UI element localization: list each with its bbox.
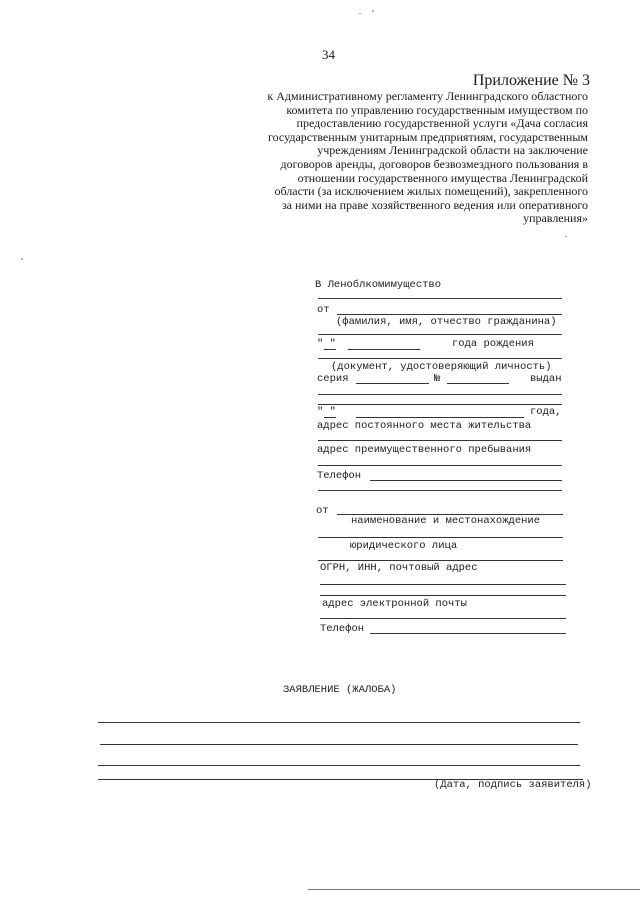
email-field[interactable] [320,595,566,596]
series-label: серия [317,373,349,385]
citizen-block-end-line [318,490,562,491]
citizen-fio-field[interactable] [337,314,562,315]
number-field[interactable] [447,383,509,384]
citizen-phone-field[interactable] [370,480,562,481]
legal-ids-caption: ОГРН, ИНН, почтовый адрес [320,562,478,574]
appendix-reference [228,90,588,226]
scan-speck [565,236,567,237]
appendix-reference-line: комитета по управлению государственным имуществом по [286,102,588,117]
legal-address-field[interactable] [320,584,566,585]
citizen-from-label: от [317,304,330,316]
residence-field[interactable] [318,440,562,441]
legal-from-label: от [316,505,329,517]
addressee-line [318,298,562,299]
fio-continuation-field[interactable] [318,334,562,335]
issue-day-field[interactable] [324,417,336,418]
legal-phone-field[interactable] [370,633,566,634]
document-caption: (документ, удостоверяющий личность) [331,361,552,373]
document-field[interactable] [318,358,562,359]
issued-label: выдан [530,373,562,385]
stay-field[interactable] [318,465,562,466]
appendix-reference-line: учреждениям Ленинградской области на заключение [317,143,588,158]
appendix-reference-line: области (за исключением жилых помещений), закрепленного [274,184,588,199]
issued-by-field[interactable] [318,394,562,395]
birth-date-quotes: " " [317,338,336,350]
statement-line-2[interactable] [100,744,578,745]
scan-speck [21,258,23,260]
citizen-phone-label: Телефон [317,470,362,482]
statement-line-3[interactable] [98,765,580,766]
appendix-reference-line: к Административному регламенту Ленинградского областного [267,89,588,103]
appendix-reference-line: предоставлению государственной услуги «Дача согласия [296,116,588,131]
legal-ids-field[interactable] [318,560,563,561]
email-field-2[interactable] [320,618,566,619]
addressee: В Леноблкомимущество [315,279,442,291]
legal-name-caption-1: наименование и местонахождение [351,515,541,527]
stay-label: адрес преимущественного пребывания [317,444,532,456]
email-caption: адрес электронной почты [322,598,467,610]
signature-caption: (Дата, подпись заявителя) [434,779,592,791]
appendix-title: Приложение № 3 [472,72,590,89]
scan-bottom-edge [308,889,640,890]
legal-phone-label: Телефон [320,623,365,635]
issue-date-quotes: " " [317,406,336,418]
legal-name-caption-2: юридического лица [350,540,458,552]
statement-line-1[interactable] [98,722,580,723]
number-label: № [434,373,441,385]
appendix-reference-line: управления» [523,211,588,226]
legal-name-field-2[interactable] [318,537,563,538]
appendix-reference-line: договоров аренды, договоров безвозмездного пользования в [280,156,588,171]
appendix-reference-line: государственным унитарным предприятиям, государственным [268,129,588,144]
issued-by-field-2[interactable] [318,404,562,405]
series-field[interactable] [356,383,429,384]
birth-year-label: года рождения [452,338,534,350]
residence-label: адрес постоянного места жительства [317,420,532,432]
birth-month-field[interactable] [348,349,420,350]
appendix-reference-line: за ними на праве хозяйственного ведения или оперативного [281,197,588,212]
page-number: 34 [322,47,335,62]
appendix-reference-line: отношении государственного имущества Ленинградской [297,170,588,185]
scan-speck [359,13,361,14]
issue-month-field[interactable] [356,417,524,418]
scan-speck [372,10,374,12]
issue-year-label: года, [530,406,562,418]
fio-caption: (фамилия, имя, отчество гражданина) [336,316,557,328]
statement-title: ЗАЯВЛЕНИЕ (ЖАЛОБА) [283,684,397,696]
birth-day-field[interactable] [324,349,336,350]
